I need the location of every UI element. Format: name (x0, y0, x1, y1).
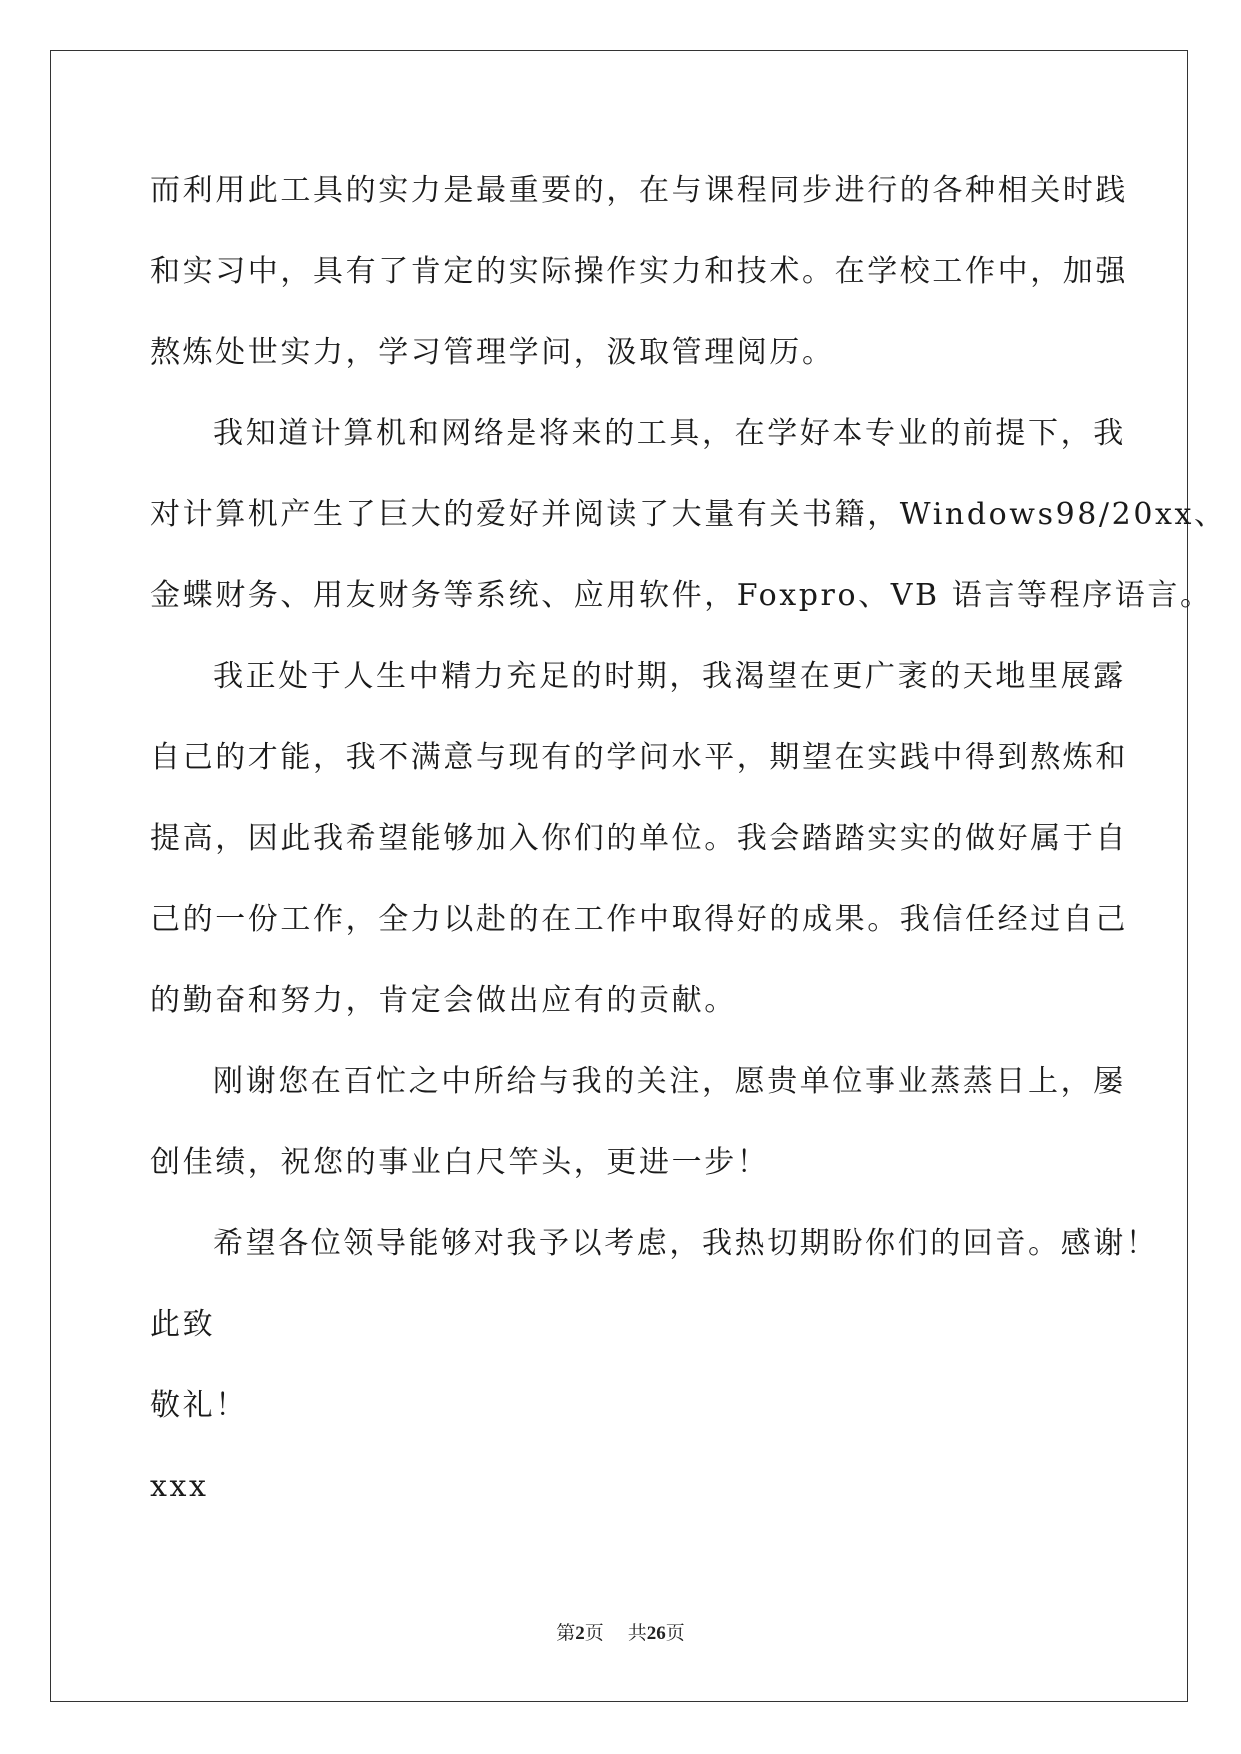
signature-name: xxx (150, 1469, 209, 1504)
total-unit: 页 (665, 1623, 685, 1644)
letter-body (150, 164, 1227, 1541)
body-line: 金蝶财务、用友财务等系统、应用软件，Foxpro、VB 语言等程序语言。 (150, 578, 1213, 613)
page-number: 2 (575, 1623, 585, 1644)
body-line: 熬炼处世实力，学习管理学问，汲取管理阅历。 (150, 335, 835, 370)
body-line: 创佳绩，祝您的事业白尺竿头，更进一步！ (150, 1145, 770, 1180)
page-footer (0, 1618, 1241, 1645)
page-prefix: 第 (556, 1623, 576, 1644)
body-line: 而利用此工具的实力是最重要的，在与课程同步进行的各种相关时践 (150, 173, 1128, 208)
body-line: 和实习中，具有了肯定的实际操作实力和技术。在学校工作中，加强 (150, 254, 1128, 289)
body-line: 我正处于人生中精力充足的时期，我渴望在更广袤的天地里展露 (213, 659, 1126, 694)
body-line: 的勤奋和努力，肯定会做出应有的贡献。 (150, 983, 737, 1018)
body-line: 自己的才能，我不满意与现有的学问水平，期望在实践中得到熬炼和 (150, 740, 1128, 775)
body-line: 己的一份工作，全力以赴的在工作中取得好的成果。我信任经过自己 (150, 902, 1128, 937)
body-line: 对计算机产生了巨大的爱好并阅读了大量有关书籍，Windows98/20xx、 (150, 497, 1227, 532)
body-line: 提高，因此我希望能够加入你们的单位。我会踏踏实实的做好属于自 (150, 821, 1128, 856)
page-unit: 页 (584, 1623, 604, 1644)
closing-respect: 敬礼！ (150, 1388, 248, 1423)
total-pages: 26 (646, 1623, 666, 1644)
closing-salutation: 此致 (150, 1307, 216, 1342)
total-prefix: 共 (627, 1623, 647, 1644)
body-line: 我知道计算机和网络是将来的工具，在学好本专业的前提下，我 (213, 416, 1126, 451)
body-line: 刚谢您在百忙之中所给与我的关注，愿贵单位事业蒸蒸日上，屡 (213, 1064, 1126, 1099)
body-line: 希望各位领导能够对我予以考虑，我热切期盼你们的回音。感谢！ (213, 1226, 1159, 1261)
